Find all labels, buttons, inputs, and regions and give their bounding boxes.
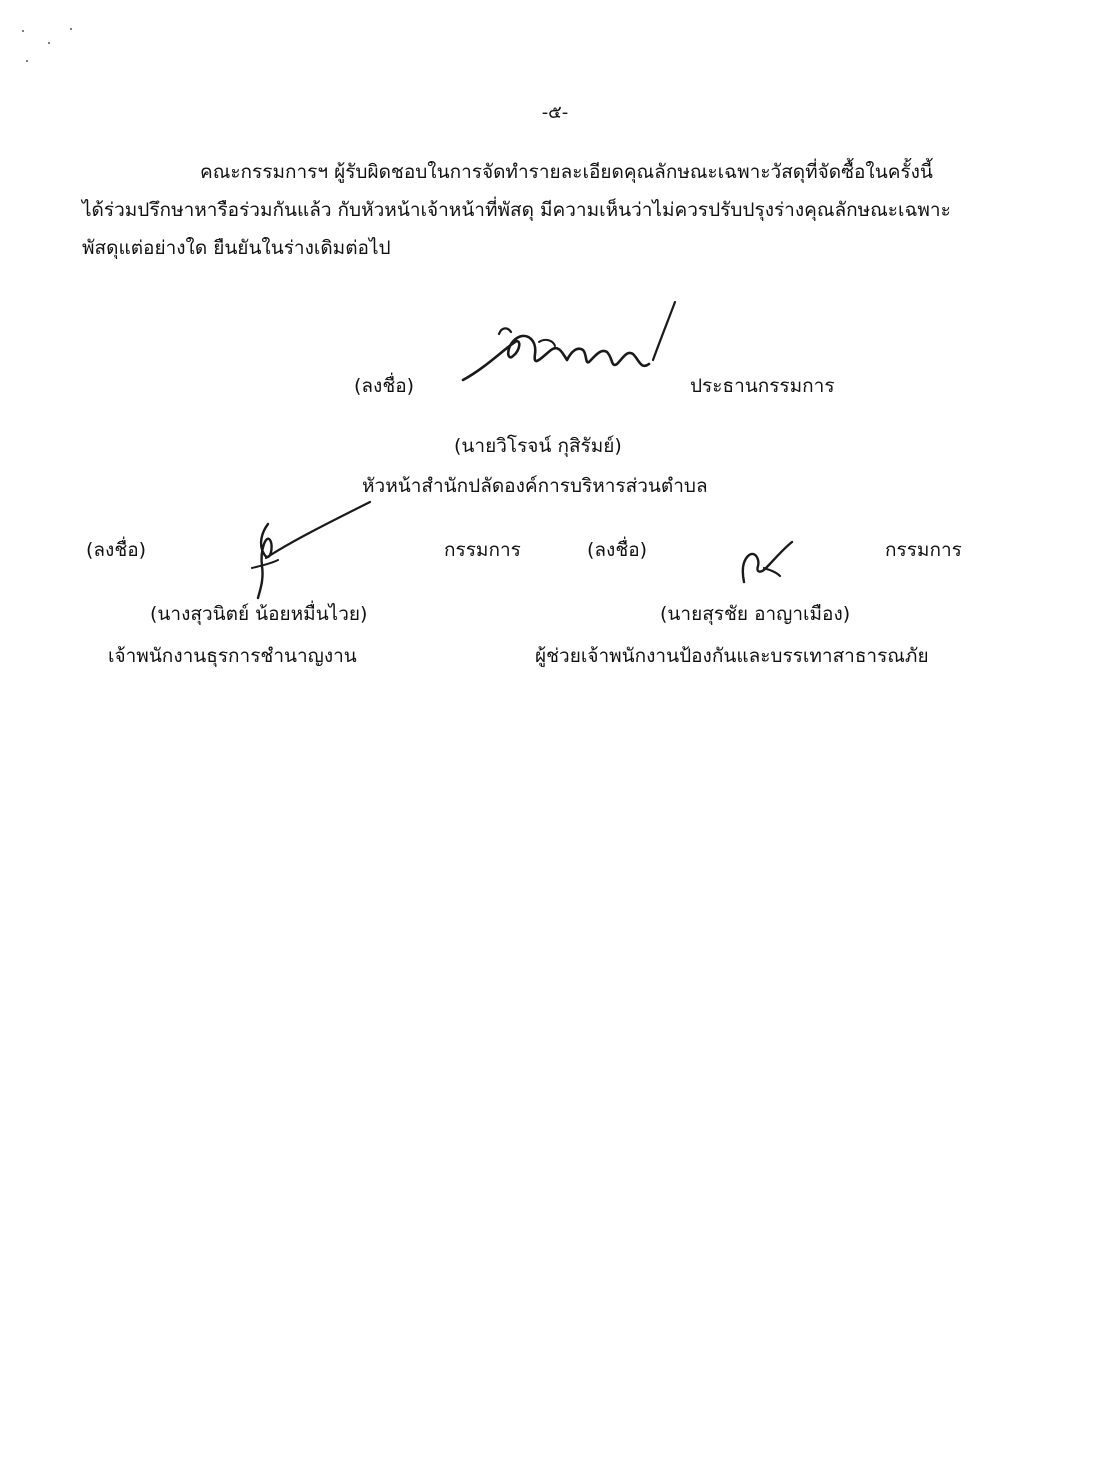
scan-speck — [70, 28, 72, 30]
member-left-role: กรรมการ — [444, 539, 521, 561]
chair-role: ประธานกรรมการ — [690, 375, 835, 397]
chair-position: หัวหน้าสำนักปลัดองค์การบริหารส่วนตำบล — [362, 475, 708, 497]
member-left-sign-label: (ลงชื่อ) — [86, 539, 147, 561]
chair-sign-label: (ลงชื่อ) — [354, 375, 415, 397]
chair-signature — [455, 298, 685, 398]
member-left-signature — [240, 494, 380, 604]
paragraph-line-1: คณะกรรมการฯ ผู้รับผิดชอบในการจัดทำรายละเอียดคุณลักษณะเฉพาะวัสดุที่จัดซื้อในครั้งนี้ — [200, 161, 933, 183]
member-right-signature — [730, 530, 810, 590]
scan-speck — [48, 42, 50, 44]
member-left-position: เจ้าพนักงานธุรการชำนาญงาน — [108, 645, 357, 667]
scan-speck — [26, 60, 28, 62]
member-right-role: กรรมการ — [885, 539, 962, 561]
scan-speck — [22, 30, 24, 32]
member-left-name: (นางสุวนิตย์ น้อยหมื่นไวย) — [150, 603, 368, 625]
member-right-position: ผู้ช่วยเจ้าพนักงานป้องกันและบรรเทาสาธารณภัย — [535, 645, 929, 667]
page-number: -๕- — [541, 102, 569, 123]
member-right-name: (นายสุรชัย อาญาเมือง) — [660, 603, 851, 625]
chair-name: (นายวิโรจน์ กุสิรัมย์) — [454, 435, 622, 457]
paragraph-line-2: ได้ร่วมปรึกษาหารือร่วมกันแล้ว กับหัวหน้าเจ้าหน้าที่พัสดุ มีความเห็นว่าไม่ควรปรับปรุงร่างคุณลักษณะเฉพาะ — [82, 199, 951, 221]
paragraph-line-3: พัสดุแต่อย่างใด ยืนยันในร่างเดิมต่อไป — [82, 237, 391, 259]
member-right-sign-label: (ลงชื่อ) — [587, 539, 648, 561]
